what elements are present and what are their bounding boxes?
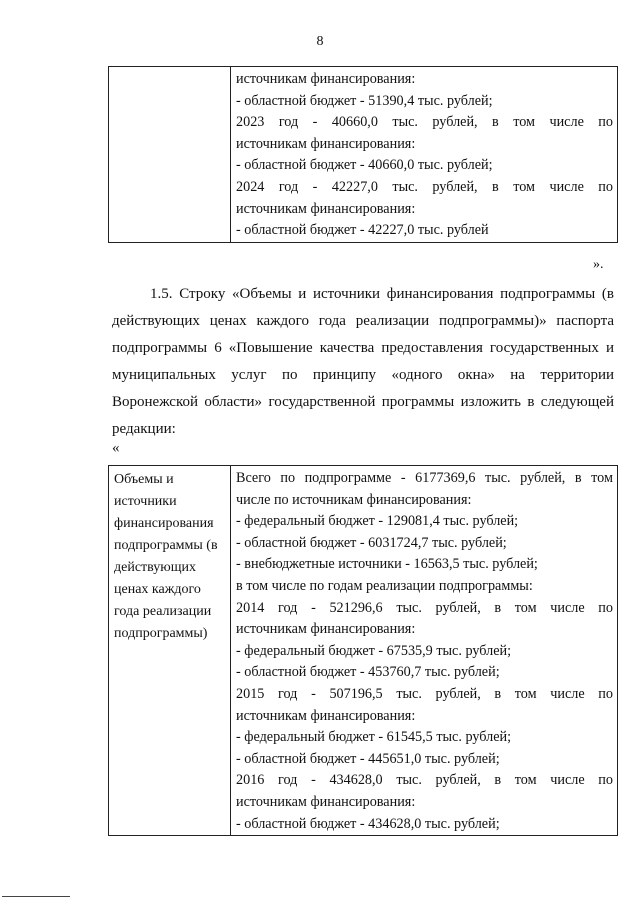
table-text-line: 2016 год - 434628,0 тыс. рублей, в том числе по (236, 772, 613, 789)
page-number: 8 (316, 34, 324, 49)
amendment-paragraph (112, 281, 614, 443)
table-text-line: - областной бюджет - 453760,7 тыс. рублей; (236, 664, 500, 681)
row-heading-line: подпрограммы) (114, 626, 208, 641)
table-text-line: 2014 год - 521296,6 тыс. рублей, в том числе по (236, 599, 613, 616)
table-text-line: - внебюджетные источники - 16563,5 тыс. рублей; (236, 556, 538, 573)
funding-table-continued (108, 66, 618, 243)
table-row (109, 466, 618, 836)
table-text-line: Всего по подпрограмме - 6177369,6 тыс. рублей, в том (236, 470, 613, 486)
closing-quote-mark: ». (593, 257, 604, 272)
row-heading-line: подпрограммы (в (114, 538, 218, 553)
table-text-line: 2015 год - 507196,5 тыс. рублей, в том числе по (236, 685, 613, 702)
table-text-line: источникам финансирования: (236, 707, 416, 724)
paragraph-line: редакции: (112, 421, 176, 437)
row-heading-line: Объемы и (114, 472, 174, 487)
paragraph-line: действующих ценах каждого года реализации подпрограммы)» паспорта (112, 313, 614, 329)
table-text-line: 2024 год - 42227,0 тыс. рублей, в том числе по (236, 178, 613, 195)
table-text-line: - областной бюджет - 445651,0 тыс. рублей; (236, 750, 500, 767)
row-heading-line: действующих (114, 560, 197, 575)
table-text-line: источникам финансирования: (236, 621, 416, 638)
row-heading-line: ценах каждого (114, 582, 201, 597)
paragraph-line: Воронежской области» государственной программы изложить в следующей (112, 394, 614, 410)
row-heading-line: источники (114, 494, 177, 509)
table-cell-funding-text (231, 67, 618, 243)
table-cell-heading (109, 466, 231, 836)
table-text-line: - областной бюджет - 51390,4 тыс. рублей; (236, 92, 493, 109)
table-cell-empty (109, 67, 231, 243)
table-text-line: источникам финансирования: (236, 200, 416, 217)
table-text-line: - федеральный бюджет - 67535,9 тыс. рублей; (236, 642, 512, 659)
table-text-line: источникам финансирования: (236, 71, 416, 87)
table-text-line: в том числе по годам реализации подпрограммы: (236, 577, 533, 594)
table-text-line: - областной бюджет - 40660,0 тыс. рублей; (236, 157, 493, 174)
row-heading-line: года реализации (114, 604, 212, 619)
paragraph-line: муниципальных услуг по принципу «одного окна» на территории (112, 367, 614, 383)
table-row (109, 67, 618, 243)
table-text-line: - областной бюджет - 42227,0 тыс. рублей (236, 222, 489, 239)
table-text-line: - федеральный бюджет - 129081,4 тыс. рублей; (236, 513, 519, 530)
table-text-line: источникам финансирования: (236, 793, 416, 810)
table-text-line: - федеральный бюджет - 61545,5 тыс. рублей; (236, 729, 512, 746)
row-heading-line: финансирования (114, 516, 214, 531)
opening-quote-mark: « (112, 440, 120, 456)
table-text-line: 2023 год - 40660,0 тыс. рублей, в том числе по (236, 114, 613, 131)
paragraph-line: подпрограммы 6 «Повышение качества предоставления государственных и (112, 340, 614, 356)
table-text-line: - областной бюджет - 6031724,7 тыс. рублей; (236, 534, 507, 551)
paragraph-line: 1.5. Строку «Объемы и источники финансирования подпрограммы (в (150, 286, 614, 302)
footer-rule (2, 896, 70, 897)
table-text-line: источникам финансирования: (236, 135, 416, 152)
funding-table (108, 465, 618, 836)
table-cell-funding-text (231, 466, 618, 836)
table-text-line: числе по источникам финансирования: (236, 491, 472, 508)
table-text-line: - областной бюджет - 434628,0 тыс. рублей; (236, 815, 500, 832)
